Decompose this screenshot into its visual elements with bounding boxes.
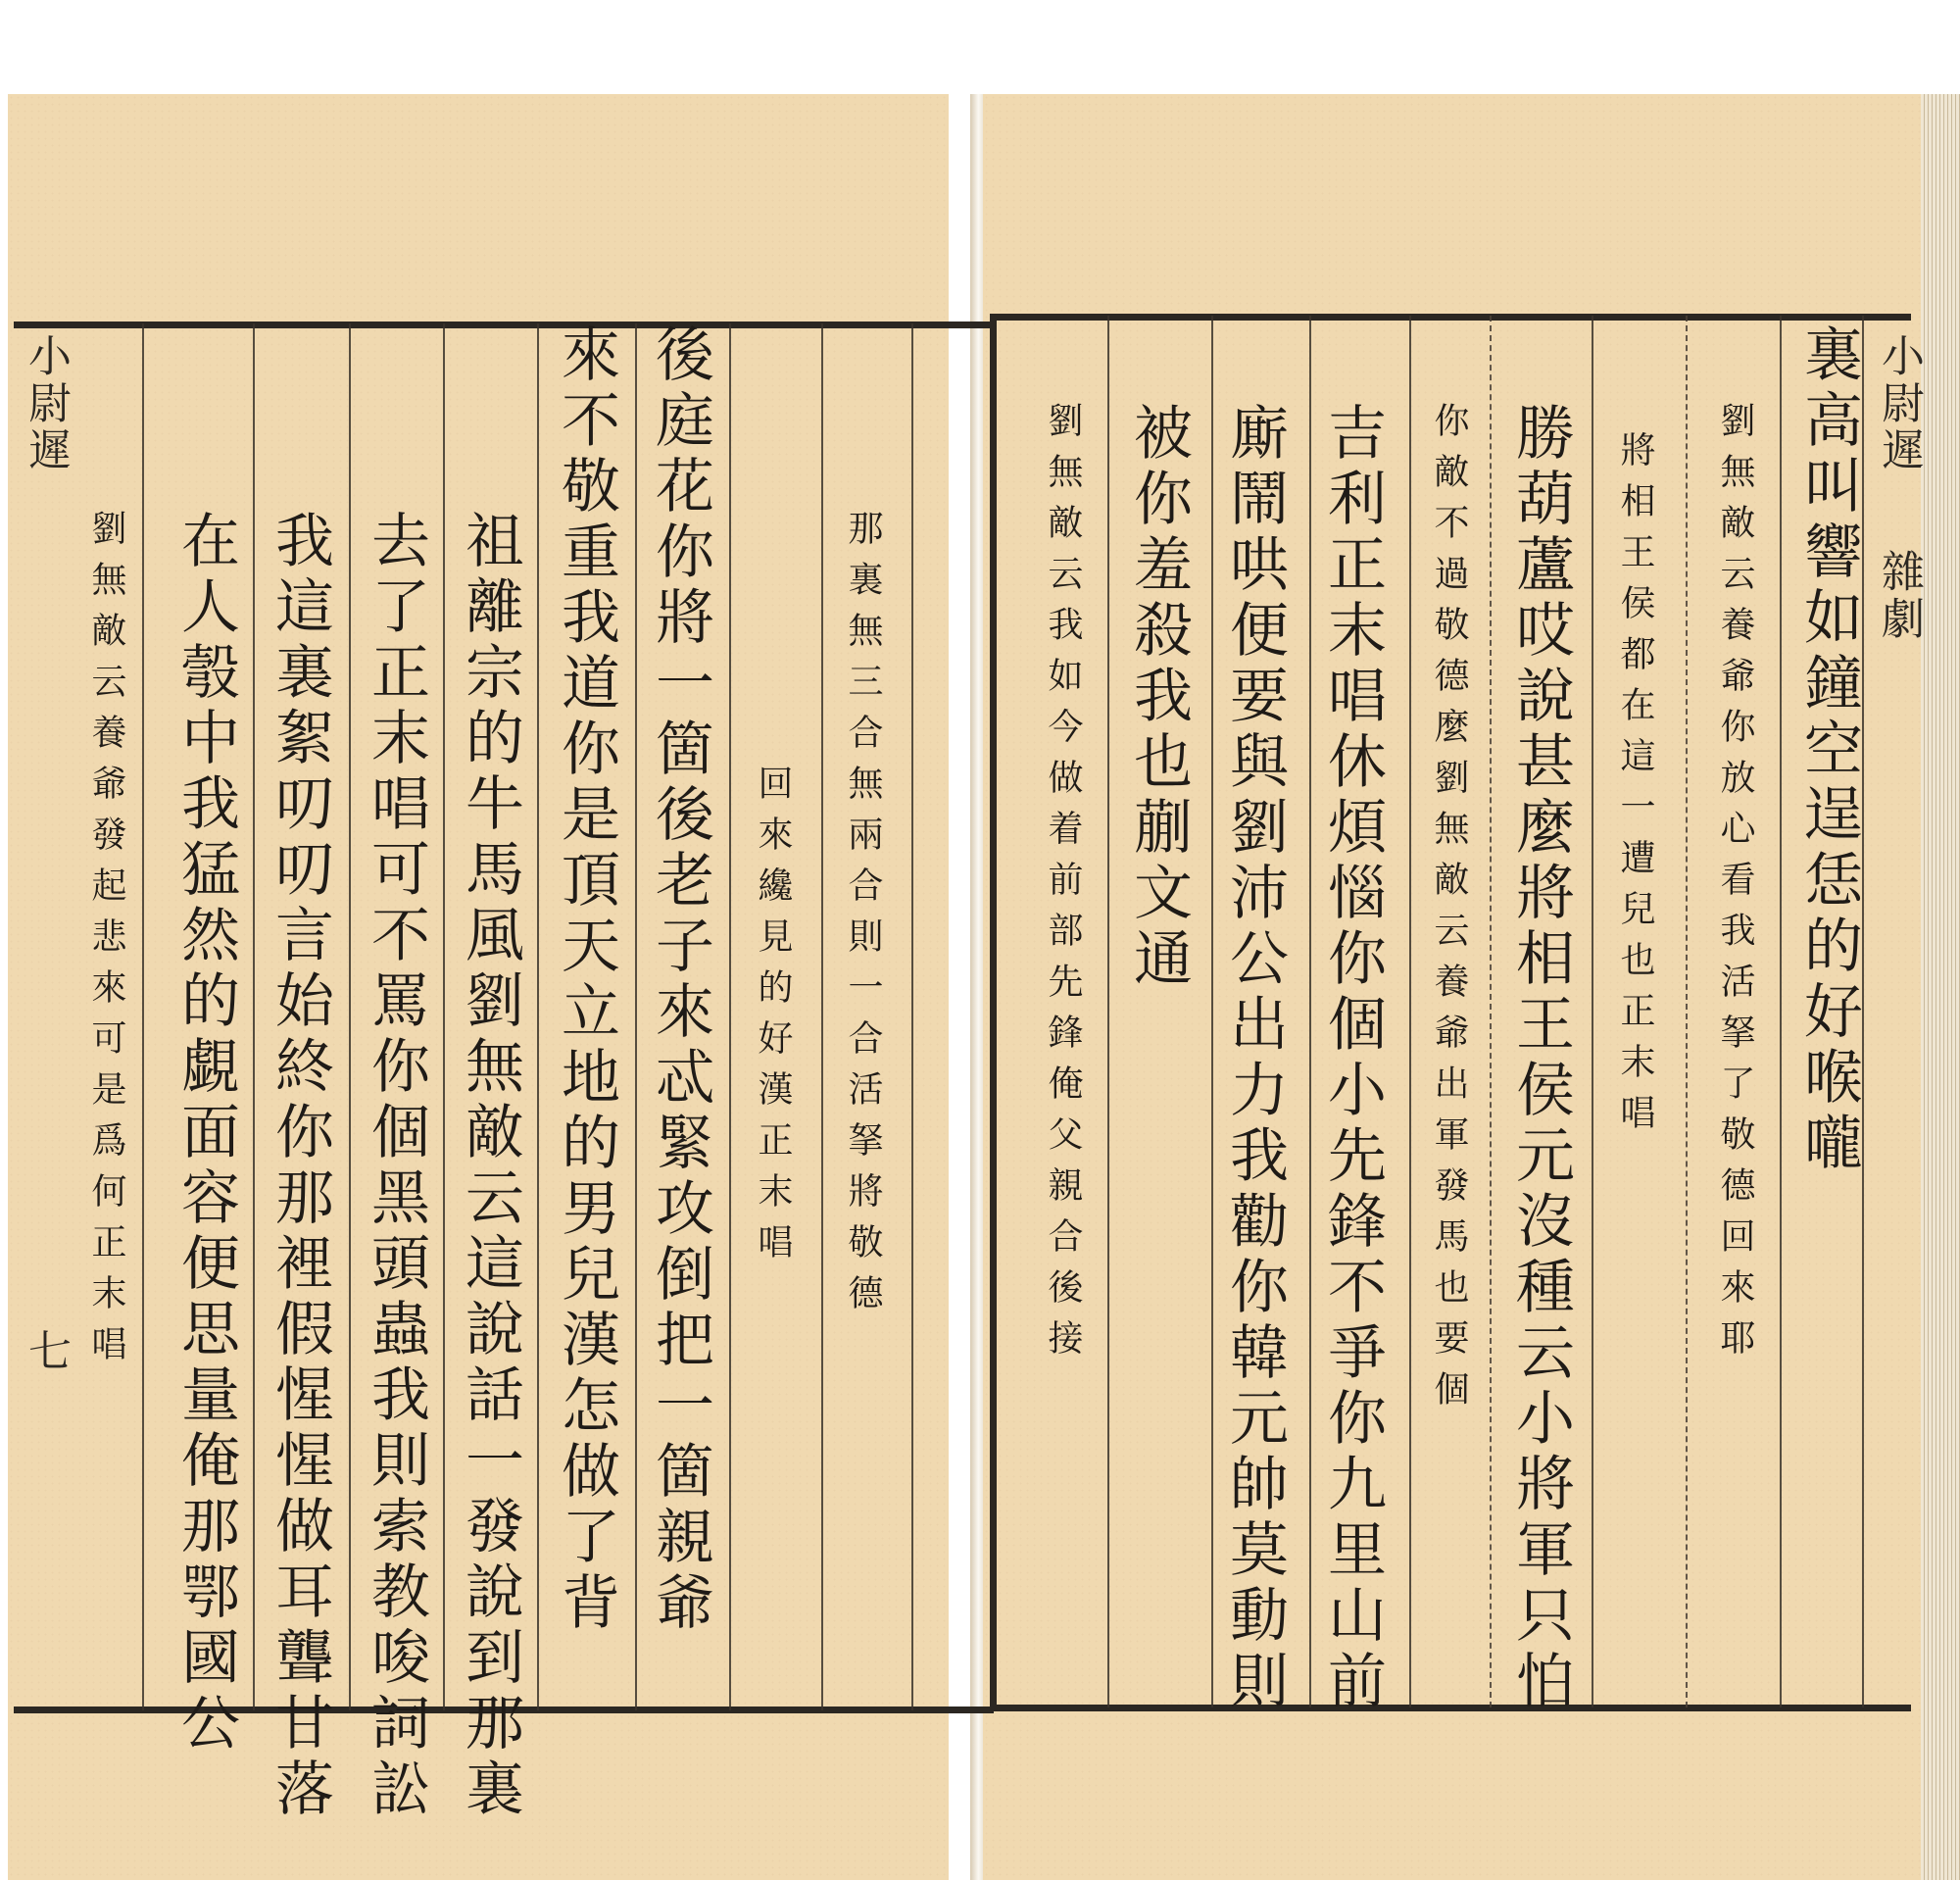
gutter-line: 回來纔見的好漢正末唱 <box>753 765 793 1274</box>
text-column: 你敵不過敬德麼劉無敵云養爺出軍發馬也要個 <box>1429 402 1469 1421</box>
column-rule <box>253 323 255 1710</box>
column-rule <box>1309 316 1311 1707</box>
text-column: 劉無敵云我如今做着前部先鋒俺父親合後接 <box>1043 402 1083 1370</box>
column-rule <box>1780 316 1782 1707</box>
right-margin-title: 小尉遲 <box>1874 333 1924 474</box>
text-column: 祖離宗的牛馬風劉無敵云這說話一發說到那裏 <box>456 510 524 1823</box>
column-rule <box>1211 316 1213 1707</box>
text-column: 廝鬧哄便要與劉沛公出力我勸你韓元帥莫動則 <box>1220 402 1289 1715</box>
gutter-line: 那裏無三合無兩合則一合活拏將敬德 <box>843 510 883 1325</box>
text-column: 被你羞殺我也蒯文通 <box>1124 402 1193 993</box>
text-column: 劉無敵云養爺你放心看我活拏了敬德回來耶 <box>1715 402 1755 1370</box>
column-rule <box>911 323 913 1710</box>
column-rule <box>1686 316 1688 1707</box>
text-column: 去了正末唱可不罵你個黑頭蟲我則索教唆詞訟 <box>362 510 430 1823</box>
column-rule <box>142 323 144 1710</box>
text-column: 後庭花你將一箇後老子來忒緊攻倒把一箇親爺 <box>646 323 714 1637</box>
text-column: 勝葫蘆哎說甚麼將相王侯元沒種云小將軍只怕 <box>1506 402 1575 1715</box>
column-rule <box>1490 316 1492 1707</box>
column-rule <box>729 323 731 1710</box>
text-column: 裏高叫響如鐘空逞恁的好喉嚨 <box>1794 323 1863 1177</box>
right-margin-sub: 雜劇 <box>1874 549 1924 643</box>
column-rule <box>537 323 539 1710</box>
column-rule <box>821 323 823 1710</box>
text-column: 將相王侯都在這一遭兒也正末唱 <box>1615 431 1655 1145</box>
text-column: 在人彀中我猛然的覷面容便思量俺那鄂國公 <box>172 510 240 1757</box>
text-column: 我這裏絮叨叨言始終你那裡假惺惺做耳聾甘落 <box>266 510 334 1823</box>
column-rule <box>443 323 445 1710</box>
text-column: 來不敬重我道你是頂天立地的男兒漢怎做了背 <box>552 323 620 1637</box>
column-rule <box>349 323 351 1710</box>
text-column: 劉無敵云養爺發起悲來可是爲何正末唱 <box>86 510 126 1376</box>
left-margin-folio: 七 <box>21 1328 71 1375</box>
left-margin-title: 小尉遲 <box>21 333 71 474</box>
column-rule <box>635 323 637 1710</box>
column-rule <box>1107 316 1109 1707</box>
column-rule <box>1409 316 1411 1707</box>
column-rule <box>1592 316 1593 1707</box>
text-column: 吉利正末唱休煩惱你個小先鋒不爭你九里山前 <box>1318 402 1387 1715</box>
